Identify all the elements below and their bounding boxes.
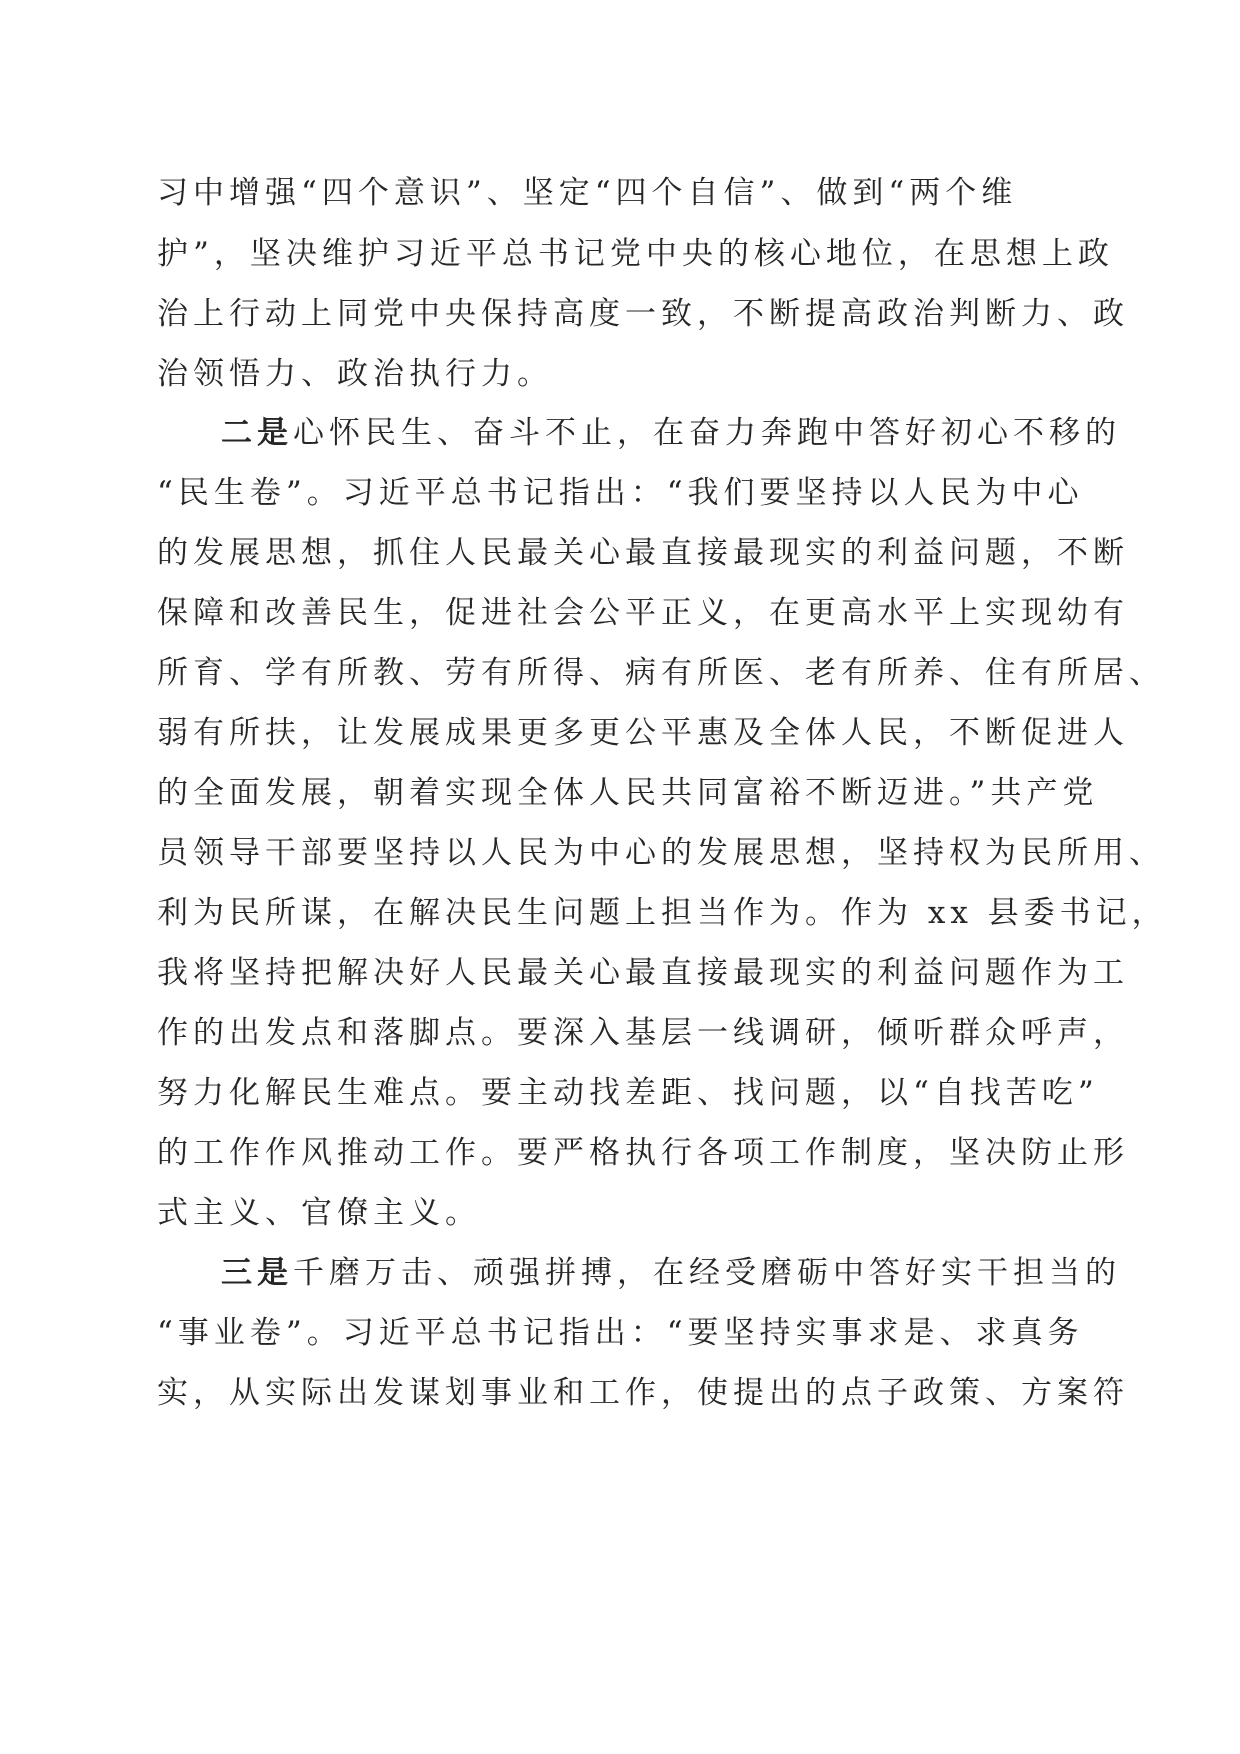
paragraph-1-line-4: 治领悟力、政治执行力。 <box>157 356 553 392</box>
paragraph-2-line-3: 的发展思想，抓住人民最关心最直接最现实的利益问题，不断 <box>157 535 1129 571</box>
paragraph-2-line-10: 我将坚持把解决好人民最关心最直接最现实的利益问题作为工 <box>157 955 1129 991</box>
paragraph-2-line-11: 作的出发点和落脚点。要深入基层一线调研，倾听群众呼声， <box>157 1015 1129 1051</box>
paragraph-2-line-14: 式主义、官僚主义。 <box>157 1195 481 1231</box>
paragraph-1-line-2: 护”，坚决维护习近平总书记党中央的核心地位，在思想上政 <box>157 236 1114 272</box>
paragraph-2-line-5: 所育、学有所教、劳有所得、病有所医、老有所养、住有所居、 <box>157 655 1165 691</box>
paragraph-1-line-1: 习中增强“四个意识”、坚定“四个自信”、做到“两个维 <box>157 175 1018 211</box>
paragraph-2-line-9: 利为民所谋，在解决民生问题上担当作为。作为 xx 县委书记， <box>157 895 1168 931</box>
paragraph-1-line-3: 治上行动上同党中央保持高度一致，不断提高政治判断力、政 <box>157 296 1129 332</box>
paragraph-2-line-12: 努力化解民生难点。要主动找差距、找问题，以“自找苦吃” <box>157 1075 1099 1111</box>
paragraph-3-lead: 三是 <box>221 1255 293 1291</box>
paragraph-2-lead: 二是 <box>221 415 293 451</box>
paragraph-3-lead-rest: 千磨万击、顽强拼搏，在经受磨砺中答好实干担当的 <box>293 1255 1121 1291</box>
paragraph-2-lead-rest: 心怀民生、奋斗不止，在奋力奔跑中答好初心不移的 <box>293 415 1121 451</box>
paragraph-2-line-8: 员领导干部要坚持以人民为中心的发展思想，坚持权为民所用、 <box>157 835 1165 871</box>
paragraph-3-first-line <box>221 1253 1121 1293</box>
paragraph-3-line-2: “事业卷”。习近平总书记指出：“要坚持实事求是、求真务 <box>157 1315 1084 1351</box>
paragraph-2-first-line <box>221 413 1121 453</box>
paragraph-2-line-7: 的全面发展，朝着实现全体人民共同富裕不断迈进。”共产党 <box>157 775 1099 811</box>
paragraph-2-line-4: 保障和改善民生，促进社会公平正义，在更高水平上实现幼有 <box>157 595 1129 631</box>
paragraph-2-line-2: “民生卷”。习近平总书记指出：“我们要坚持以人民为中心 <box>157 475 1084 511</box>
paragraph-3-line-3: 实，从实际出发谋划事业和工作，使提出的点子政策、方案符 <box>157 1375 1129 1411</box>
paragraph-2-line-6: 弱有所扶，让发展成果更多更公平惠及全体人民，不断促进人 <box>157 715 1129 751</box>
paragraph-2-line-13: 的工作作风推动工作。要严格执行各项工作制度，坚决防止形 <box>157 1135 1129 1171</box>
